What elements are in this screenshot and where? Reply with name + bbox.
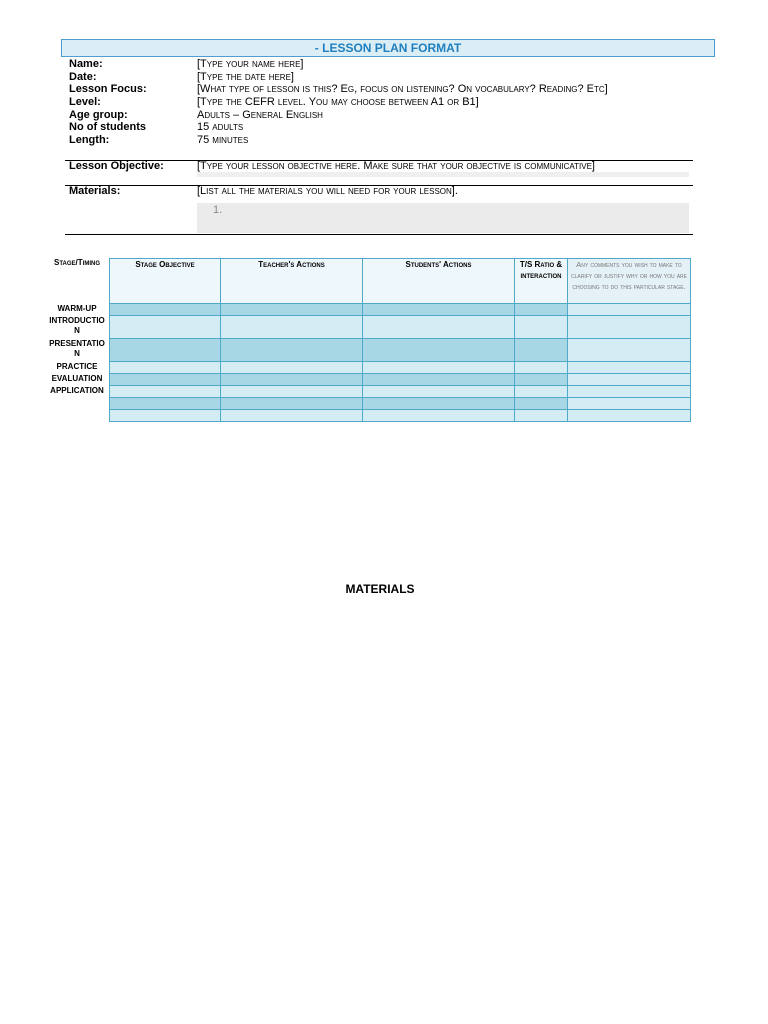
table-cell[interactable]	[110, 398, 221, 410]
stage-label: WARM-UP	[57, 304, 97, 313]
table-cell[interactable]	[515, 374, 568, 386]
table-cell[interactable]	[515, 316, 568, 339]
table-cell[interactable]	[221, 386, 363, 398]
students-value: 15 adults	[197, 121, 244, 134]
table-cell[interactable]	[568, 410, 691, 422]
table-row	[110, 398, 691, 410]
table-cell[interactable]	[110, 374, 221, 386]
column-header: Students' Actions	[363, 259, 515, 304]
info-label: Level:	[69, 96, 101, 109]
objective-input-strip[interactable]	[197, 172, 689, 177]
lesson-info-block	[69, 58, 709, 147]
table-cell[interactable]	[568, 339, 691, 362]
stage-label: EVALUATION	[51, 374, 103, 383]
table-cell[interactable]	[363, 386, 515, 398]
name-field[interactable]: [Type your name here]	[197, 58, 304, 70]
stage-label: INTRODUCTIO N	[49, 316, 105, 335]
table-cell[interactable]	[221, 316, 363, 339]
table-header-row	[110, 259, 691, 304]
table-cell[interactable]	[110, 339, 221, 362]
table-cell[interactable]	[110, 304, 221, 316]
table-cell[interactable]	[568, 316, 691, 339]
materials-label: Materials:	[69, 185, 121, 197]
info-label: Length:	[69, 134, 110, 147]
table-cell[interactable]	[110, 316, 221, 339]
date-field[interactable]: [Type the date here]	[197, 70, 294, 83]
materials-list-box[interactable]	[197, 203, 689, 233]
table-row	[110, 339, 691, 362]
column-header: Stage Objective	[110, 259, 221, 304]
table-cell[interactable]	[515, 304, 568, 316]
column-header: Any comments you wish to make to clarify or justify why or how you are choosing to do this particular stage.	[568, 259, 691, 304]
table-row	[110, 374, 691, 386]
column-header: T/S Ratio & interaction	[515, 259, 568, 304]
info-label: No of students	[69, 121, 146, 134]
stage-timing-header: Stage/Timing	[54, 258, 100, 267]
info-row-length	[69, 134, 709, 147]
table-cell[interactable]	[363, 304, 515, 316]
stage-label: PRACTICE	[56, 362, 98, 371]
info-row-students	[69, 121, 709, 134]
table-cell[interactable]	[515, 339, 568, 362]
table-cell[interactable]	[568, 362, 691, 374]
info-row-date	[69, 71, 709, 84]
info-label: Lesson Focus:	[69, 83, 147, 96]
table-cell[interactable]	[515, 362, 568, 374]
table-cell[interactable]	[568, 398, 691, 410]
stage-label: APPLICATION	[50, 386, 104, 395]
table-cell[interactable]	[221, 362, 363, 374]
table-cell[interactable]	[110, 362, 221, 374]
table-row	[110, 386, 691, 398]
info-label: Age group:	[69, 108, 128, 121]
materials-list-item: 1.	[213, 204, 223, 216]
table-cell[interactable]	[515, 398, 568, 410]
info-row-focus	[69, 83, 709, 96]
table-row	[110, 410, 691, 422]
table-cell[interactable]	[221, 374, 363, 386]
table-cell[interactable]	[515, 410, 568, 422]
length-value: 75 minutes	[197, 134, 249, 147]
divider	[65, 234, 693, 235]
lesson-plan-title: - LESSON PLAN FORMAT	[61, 39, 715, 57]
info-row-name	[69, 58, 709, 71]
table-cell[interactable]	[515, 386, 568, 398]
table-row	[110, 362, 691, 374]
materials-field[interactable]: [List all the materials you will need for your lesson].	[197, 185, 458, 197]
table-cell[interactable]	[363, 398, 515, 410]
materials-section-heading: MATERIALS	[345, 582, 415, 596]
table-cell[interactable]	[221, 339, 363, 362]
table-cell[interactable]	[110, 410, 221, 422]
age-group-value: Adults – General English	[197, 108, 323, 121]
table-cell[interactable]	[221, 410, 363, 422]
info-row-level	[69, 96, 709, 109]
table-cell[interactable]	[363, 410, 515, 422]
objective-label: Lesson Objective:	[69, 160, 164, 172]
level-field[interactable]: [Type the CEFR level. You may choose between A1 or B1]	[197, 96, 479, 109]
table-cell[interactable]	[110, 386, 221, 398]
table-row	[110, 316, 691, 339]
table-cell[interactable]	[568, 304, 691, 316]
table-cell[interactable]	[568, 374, 691, 386]
table-cell[interactable]	[363, 362, 515, 374]
table-row	[110, 304, 691, 316]
table-cell[interactable]	[568, 386, 691, 398]
lesson-stage-table	[109, 258, 691, 422]
table-cell[interactable]	[363, 339, 515, 362]
info-row-age	[69, 109, 709, 122]
table-cell[interactable]	[221, 398, 363, 410]
objective-field[interactable]: [Type your lesson objective here. Make sure that your objective is communicative]	[197, 160, 595, 172]
stage-label: PRESENTATIO N	[49, 339, 105, 358]
info-label: Date:	[69, 70, 97, 83]
table-cell[interactable]	[363, 316, 515, 339]
table-cell[interactable]	[363, 374, 515, 386]
lesson-focus-field[interactable]: [What type of lesson is this? Eg, focus on listening? On vocabulary? Reading? Etc]	[197, 83, 608, 96]
info-label: Name:	[69, 58, 103, 70]
column-header: Teacher's Actions	[221, 259, 363, 304]
table-cell[interactable]	[221, 304, 363, 316]
